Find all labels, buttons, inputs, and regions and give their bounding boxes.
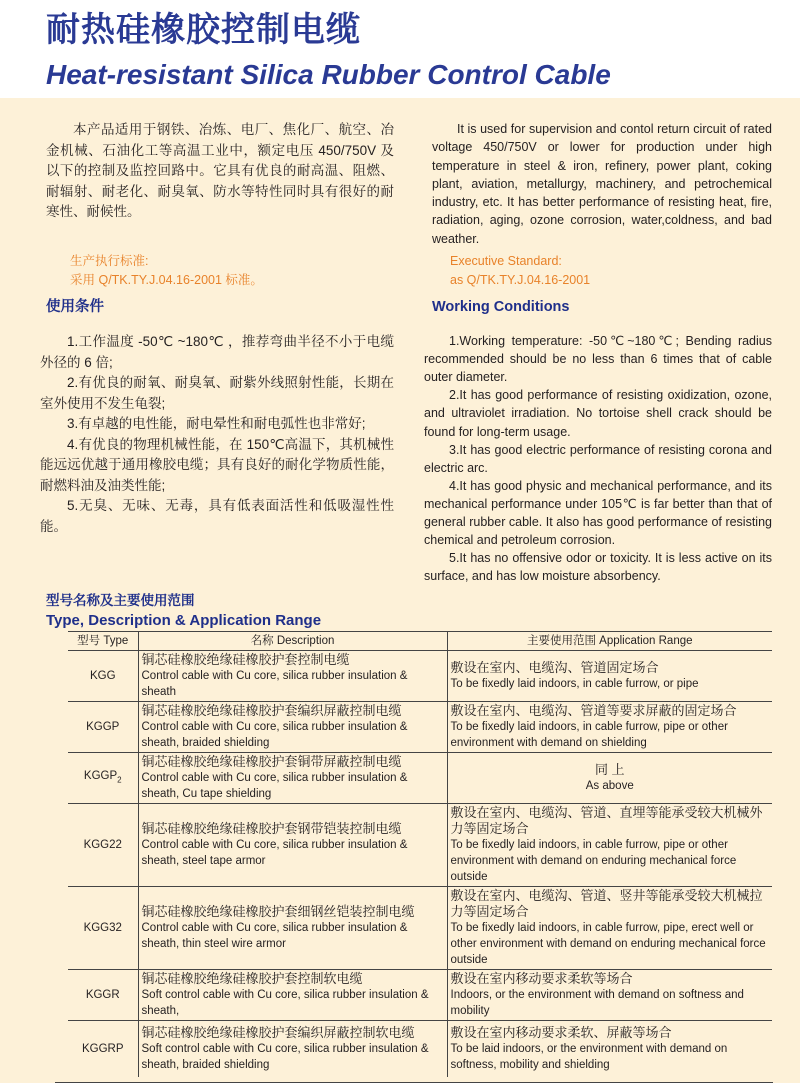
table-row xyxy=(68,804,772,887)
description-en: Control cable with Cu core, silica rubber insulation & sheath, steel tape armor xyxy=(141,839,408,868)
table-row xyxy=(68,1021,772,1077)
title-band xyxy=(0,0,800,98)
application-cell xyxy=(447,970,772,1021)
conditions-cn-list xyxy=(40,332,394,585)
application-cell xyxy=(447,1021,772,1077)
table-row xyxy=(68,753,772,804)
application-cn: 敷设在室内、电缆沟、管道等要求屏蔽的固定场合 xyxy=(450,703,737,719)
type-cell xyxy=(68,1021,138,1077)
conditions-heading-en: Working Conditions xyxy=(432,299,570,316)
application-cn: 同 上 xyxy=(594,762,625,778)
description-cn: 铜芯硅橡胶绝缘硅橡胶护套钢带铠装控制电缆 xyxy=(141,821,402,837)
type-subscript: 2 xyxy=(117,775,122,785)
type-cell xyxy=(68,651,138,702)
description-cell xyxy=(138,804,447,887)
types-heading-en: Type, Description & Application Range xyxy=(46,612,322,630)
application-en: To be fixedly laid indoors, in cable furrow, or pipe xyxy=(450,678,699,691)
type-code: KGG22 xyxy=(83,839,122,852)
type-code: KGG xyxy=(89,670,116,683)
description-en: Control cable with Cu core, silica rubber insulation & sheath, thin steel wire armor xyxy=(141,922,408,951)
description-cell xyxy=(138,753,447,804)
application-cell xyxy=(447,804,772,887)
condition-cn: 3.有卓越的电性能，耐电晕性和耐电弧性也非常好; xyxy=(67,416,366,432)
types-table xyxy=(68,631,772,1077)
conditions-heading-cn: 使用条件 xyxy=(46,299,104,316)
application-cell xyxy=(447,702,772,753)
description-cell xyxy=(138,651,447,702)
table-header-row xyxy=(68,632,772,651)
page-title-cn: 耐热硅橡胶控制电缆 xyxy=(46,11,361,49)
condition-en: 1.Working temperature: -50℃~180℃; Bending radius recommended should be no less than 6 times that of cable outer diameter. xyxy=(424,334,772,385)
type-code: KGG32 xyxy=(83,922,122,935)
description-cell xyxy=(138,970,447,1021)
condition-cn: 1.工作温度 -50℃ ~180℃ ，推荐弯曲半径不小于电缆外径的 6 倍; xyxy=(40,334,394,370)
application-cn: 敷设在室内移动要求柔软等场合 xyxy=(450,971,633,987)
type-code: KGGRP xyxy=(81,1043,124,1056)
type-code: KGGP xyxy=(86,721,120,734)
standard-cn xyxy=(40,248,394,297)
description-cell xyxy=(138,702,447,753)
type-cell xyxy=(68,804,138,887)
application-en: To be fixedly laid indoors, in cable furrow, pipe or other environment with demand on shielding xyxy=(450,721,728,750)
table-row xyxy=(68,702,772,753)
header-type: 型号 Type xyxy=(68,632,138,651)
condition-cn: 4.有优良的物理机械性能，在 150℃高温下，其机械性能远远优越于通用橡胶电缆；具有良好的耐化学物质性能，耐燃料油及油类性能; xyxy=(40,436,394,493)
application-cell xyxy=(447,753,772,804)
table-row xyxy=(68,651,772,702)
page-title-en: Heat-resistant Silica Rubber Control Cable xyxy=(46,59,611,90)
standard-cn-value: 采用 Q/TK.TY.J.04.16-2001 标准。 xyxy=(70,272,263,287)
application-cn: 敷设在室内、电缆沟、管道、竖井等能承受较大机械拉力等固定场合 xyxy=(450,888,763,920)
description-cn: 铜芯硅橡胶绝缘硅橡胶护套铜带屏蔽控制电缆 xyxy=(141,754,402,770)
type-cell xyxy=(68,753,138,804)
application-cell xyxy=(447,651,772,702)
description-cn: 铜芯硅橡胶绝缘硅橡胶护套控制软电缆 xyxy=(141,971,363,987)
type-cell xyxy=(68,887,138,970)
application-cn: 敷设在室内移动要求柔软、屏蔽等场合 xyxy=(450,1025,672,1041)
application-en: To be laid indoors, or the environment with demand on softness, mobility and shielding xyxy=(450,1043,728,1072)
table-row xyxy=(68,887,772,970)
description-cn: 铜芯硅橡胶绝缘硅橡胶护套编织屏蔽控制电缆 xyxy=(141,703,402,719)
header-application: 主要使用范围 Application Range xyxy=(447,632,772,651)
description-en: Control cable with Cu core, silica rubber insulation & sheath, braided shielding xyxy=(141,721,408,750)
application-en: As above xyxy=(585,780,634,793)
application-cn: 敷设在室内、电缆沟、管道固定场合 xyxy=(450,660,659,676)
table-row xyxy=(68,970,772,1021)
condition-en: 3.It has good electric performance of resisting corona and electric arc. xyxy=(424,442,772,475)
condition-cn: 2.有优良的耐氧、耐臭氧、耐紫外线照射性能，长期在室外使用不发生龟裂; xyxy=(40,375,394,411)
description-en: Soft control cable with Cu core, silica rubber insulation & sheath, xyxy=(141,989,429,1018)
standard-en-label: Executive Standard: xyxy=(450,254,562,269)
type-code: KGGR xyxy=(85,989,120,1002)
description-cn: 铜芯硅橡胶绝缘硅橡胶护套编织屏蔽控制软电缆 xyxy=(141,1025,415,1041)
description-cell xyxy=(138,887,447,970)
application-cell xyxy=(447,887,772,970)
description-cn: 铜芯硅橡胶绝缘硅橡胶护套细钢丝铠装控制电缆 xyxy=(141,904,415,920)
description-cell xyxy=(138,1021,447,1077)
type-cell xyxy=(68,702,138,753)
two-column-body xyxy=(0,98,800,585)
types-section xyxy=(0,585,800,1083)
type-cell xyxy=(68,970,138,1021)
intro-en: It is used for supervision and contol return circuit of rated voltage 450/750V or lower for production under high temperature in steel & iron, refinery, power plant, coking plant, aviation, metallurgy, machinery, and petrochemical industry, etc. It has better performance of resisting heat, fire, radiation, aging, ozone corrosion, water,coldness, and bad weather. xyxy=(432,122,772,246)
header-description: 名称 Description xyxy=(138,632,447,651)
application-en: To be fixedly laid indoors, in cable furrow, pipe or other environment with demand on enduring mechanical force outside xyxy=(450,839,737,884)
condition-en: 4.It has good physic and mechanical performance, and its mechanical performance under 105℃ is far better than that of general rubber cable. It also has good performance of resisting chemical and petroleum corrosion. xyxy=(424,478,772,548)
standard-en xyxy=(424,248,772,297)
description-cn: 铜芯硅橡胶绝缘硅橡胶护套控制电缆 xyxy=(141,652,350,668)
application-en: Indoors, or the environment with demand on softness and mobility xyxy=(450,989,744,1018)
condition-en: 2.It has good performance of resisting oxidization, ozone, and ultraviolet irradiation. No tortoise shell crack should be found for long-term usage. xyxy=(424,388,772,439)
condition-en: 5.It has no offensive odor or toxicity. It is less active on its surface, and has low moisture absorbency. xyxy=(424,551,772,584)
types-heading-cn: 型号名称及主要使用范围 xyxy=(46,593,195,609)
standard-en-value: as Q/TK.TY.J.04.16-2001 xyxy=(450,272,591,287)
description-en: Control cable with Cu core, silica rubber insulation & sheath xyxy=(141,670,408,699)
application-cn: 敷设在室内、电缆沟、管道、直埋等能承受较大机械外力等固定场合 xyxy=(450,805,763,837)
description-en: Soft control cable with Cu core, silica rubber insulation & sheath, braided shielding xyxy=(141,1043,429,1072)
description-en: Control cable with Cu core, silica rubber insulation & sheath, Cu tape shielding xyxy=(141,772,408,801)
type-code: KGGP xyxy=(83,770,118,783)
intro-cn: 本产品适用于钢铁、冶炼、电厂、焦化厂、航空、冶金机械、石油化工等高温工业中，额定电压 450/750V 及以下的控制及监控回路中。它具有优良的耐高温、阻燃、耐辐射、耐老化、耐臭氧、防水等特性同时具有很好的耐寒性、耐候性。 xyxy=(46,122,394,219)
conditions-en-list xyxy=(424,332,772,585)
condition-cn: 5.无臭、无味、无毒，具有低表面活性和低吸湿性性能。 xyxy=(40,498,394,534)
application-en: To be fixedly laid indoors, in cable furrow, pipe, erect well or other environment with demand on enduring mechanical force outside xyxy=(450,922,766,967)
standard-cn-label: 生产执行标准: xyxy=(70,254,149,269)
